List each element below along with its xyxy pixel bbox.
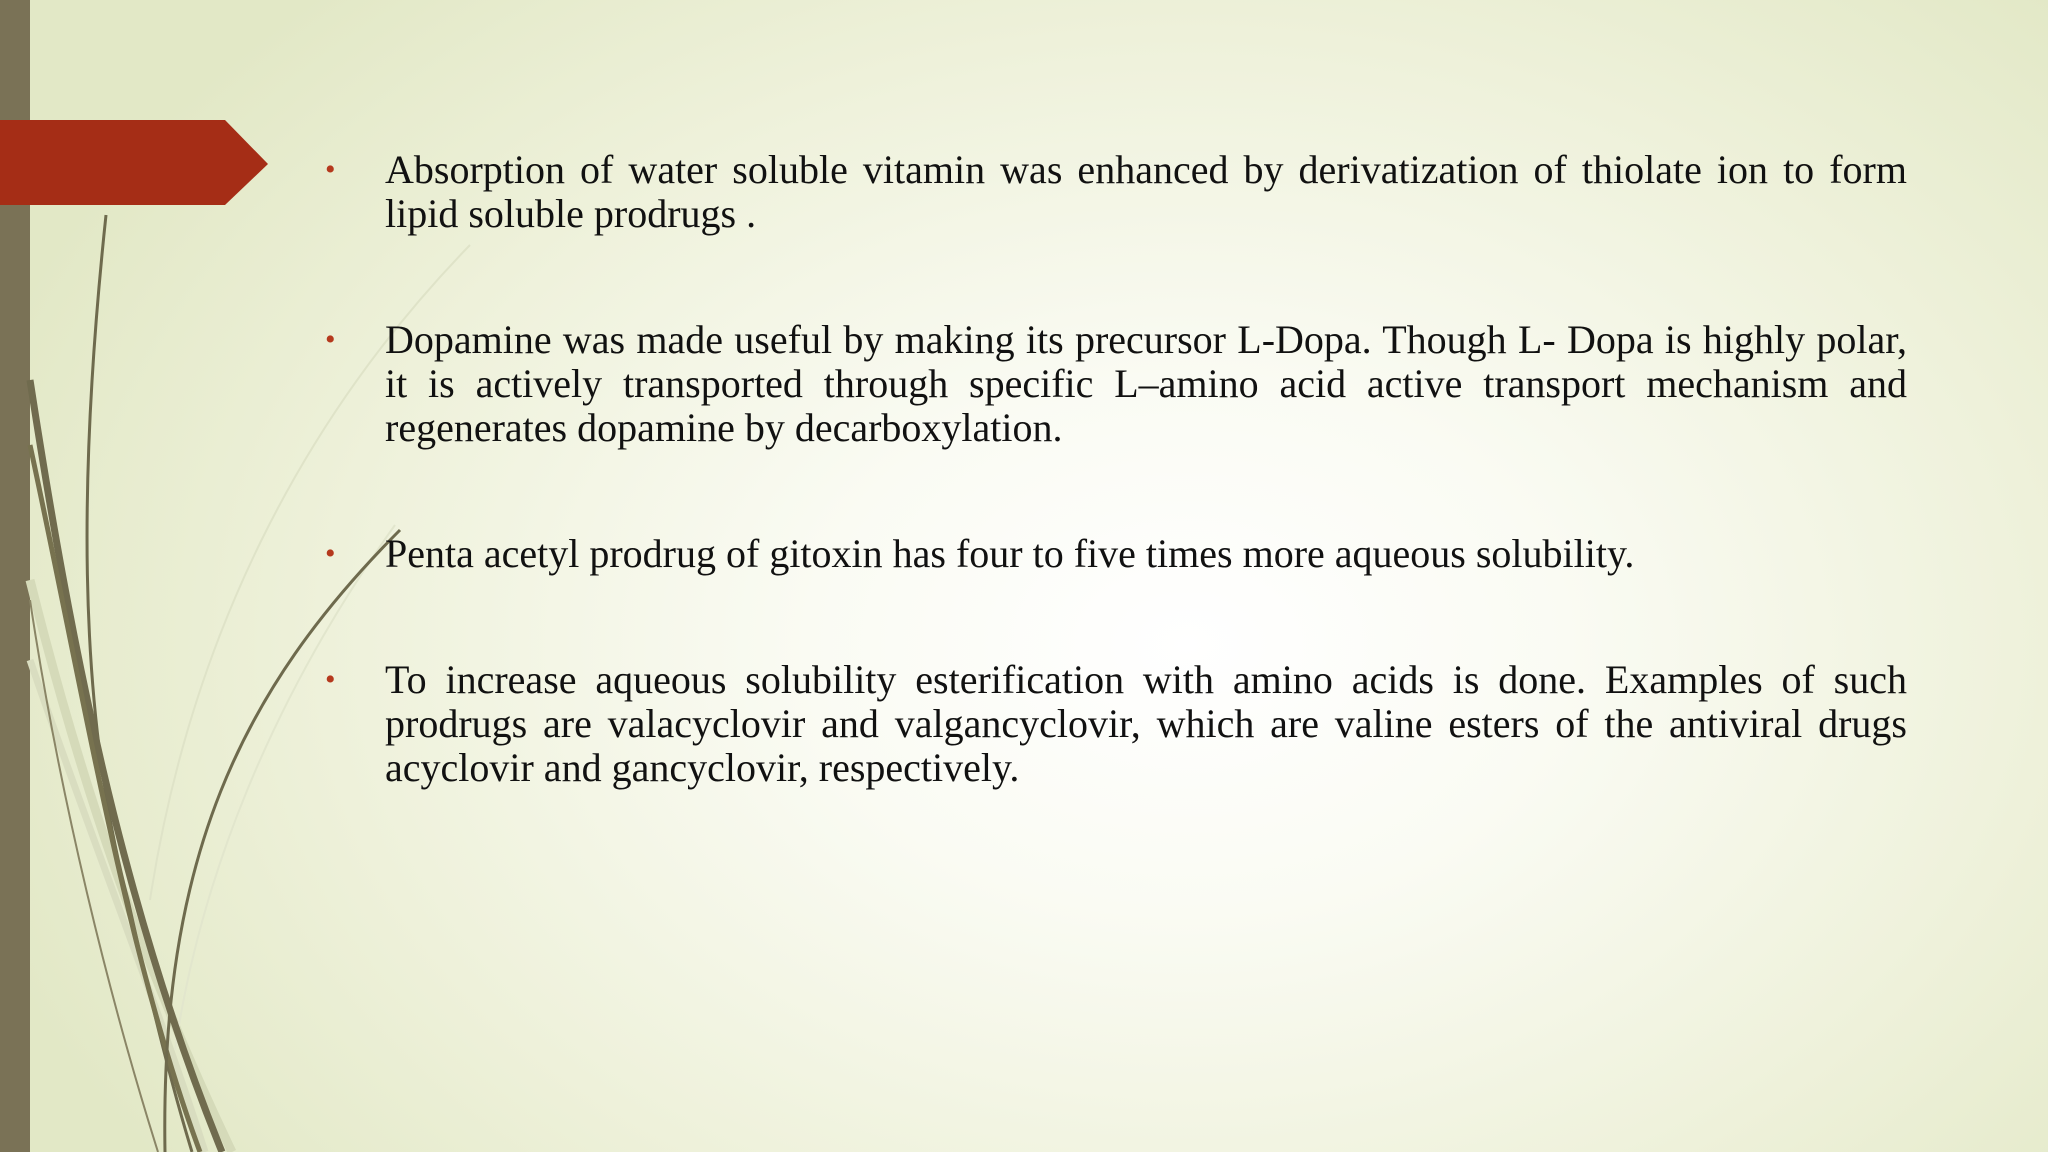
bullet-text: Dopamine was made useful by making its precursor L-Dopa. Though L- Dopa is highly polar, it is actively transported through specific L–amino acid active transport mechanism and regenerates dopamine by decarboxylation. <box>385 317 1907 450</box>
bullet-list <box>325 148 1907 790</box>
red-arrow-banner <box>0 120 268 205</box>
bullet-item <box>325 148 1907 236</box>
bullet-marker: • <box>325 323 336 356</box>
bullet-item <box>325 532 1907 576</box>
bullet-marker: • <box>325 153 336 186</box>
bullet-marker: • <box>325 663 336 696</box>
bullet-text: To increase aqueous solubility esterification with amino acids is done. Examples of such prodrugs are valacyclovir and valgancyclovir, which are valine esters of the antiviral drugs acyclovir and gancyclovir, respectively. <box>385 657 1907 790</box>
bullet-marker: • <box>325 537 336 570</box>
bullet-text: Absorption of water soluble vitamin was enhanced by derivatization of thiolate ion to form lipid soluble prodrugs . <box>385 147 1907 236</box>
pale-strand <box>30 660 205 1152</box>
curved-line <box>87 215 192 1152</box>
bullet-item <box>325 318 1907 450</box>
pale-strand <box>30 580 232 1152</box>
bullet-item <box>325 658 1907 790</box>
bullet-text: Penta acetyl prodrug of gitoxin has four to five times more aqueous solubility. <box>385 531 1635 576</box>
